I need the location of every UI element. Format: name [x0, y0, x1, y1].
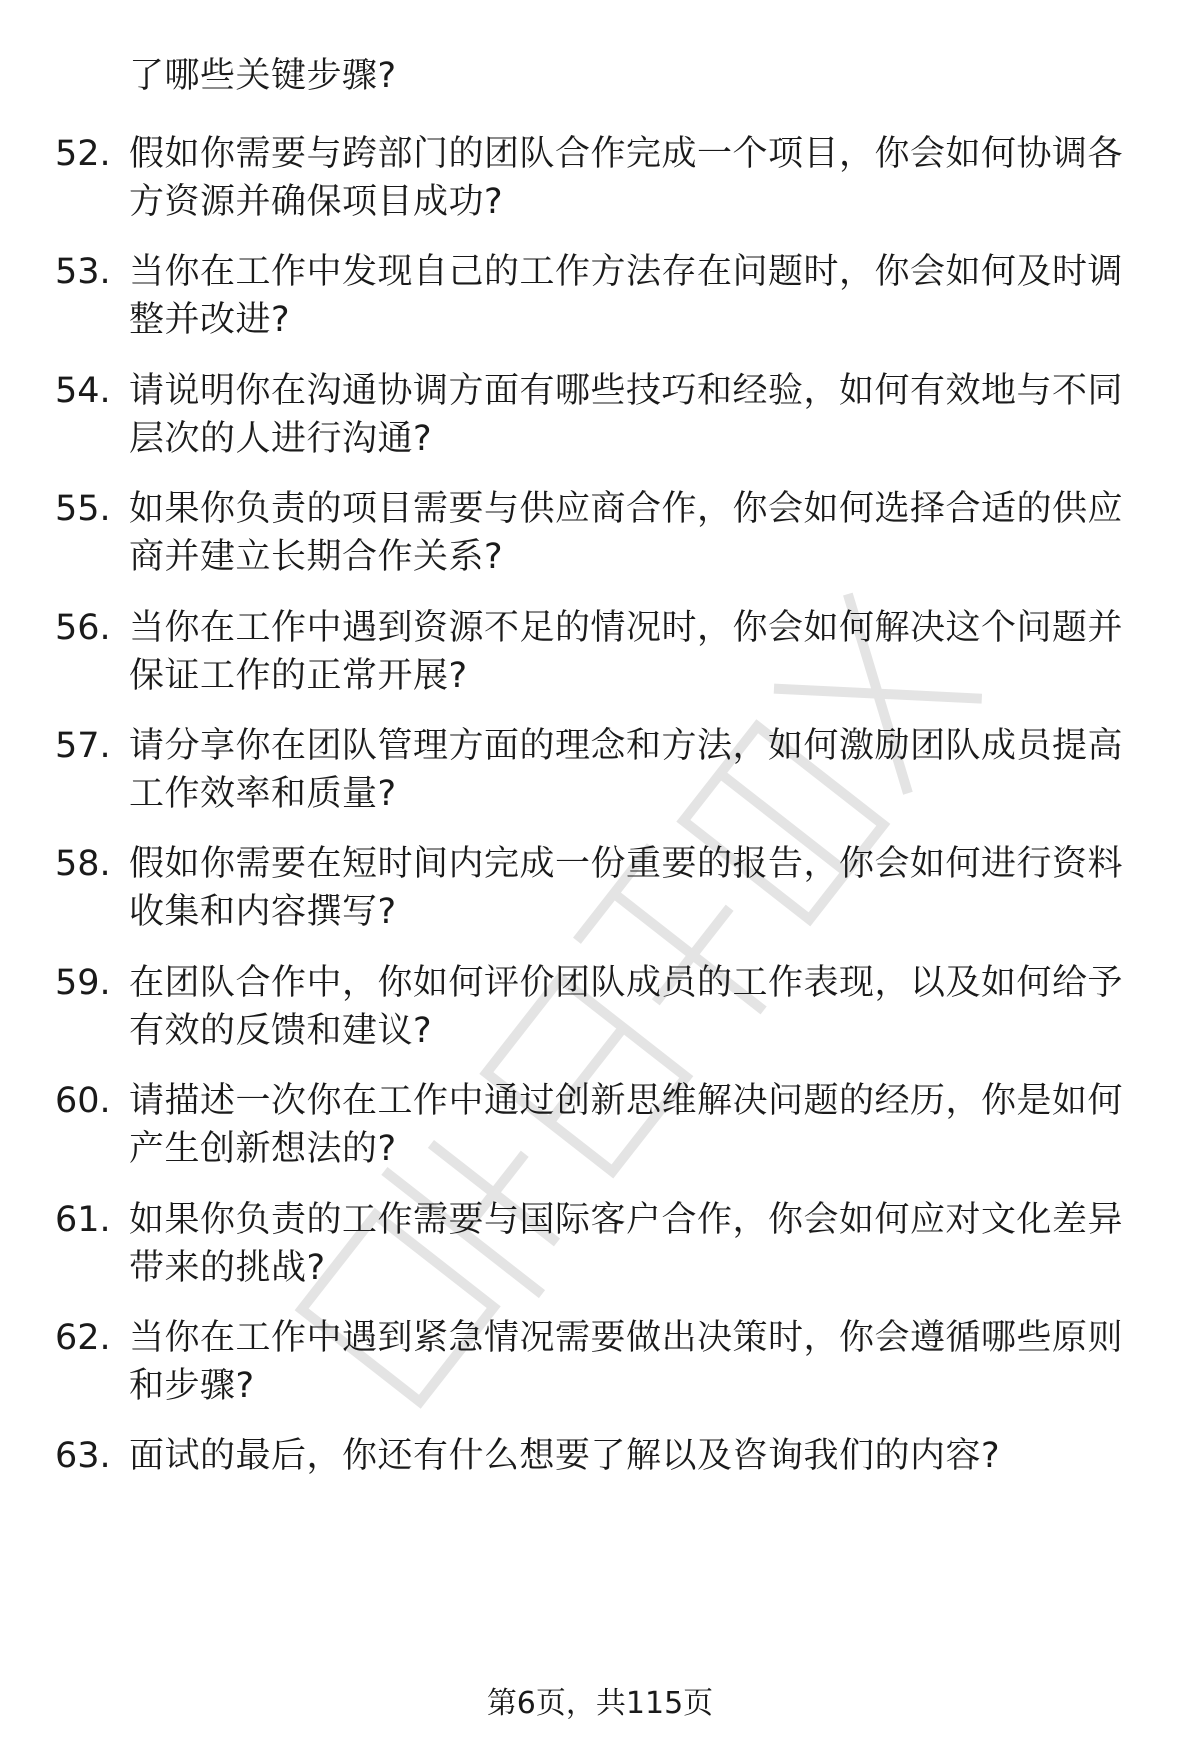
question-item — [0, 722, 1150, 818]
question-text-line1: 假如你需要在短时间内完成一份重要的报告，你会如何进行资料 — [129, 844, 1124, 885]
question-number: 52. — [55, 134, 111, 174]
question-text-line2: 层次的人进行沟通? — [129, 418, 433, 459]
question-text-line2: 方资源并确保项目成功? — [129, 182, 504, 222]
question-item — [0, 130, 1150, 226]
question-item — [0, 1432, 1150, 1528]
question-item — [0, 959, 1150, 1055]
question-text-line2: 整并改进? — [129, 300, 291, 341]
question-number: 61. — [55, 1199, 111, 1240]
question-number: 57. — [55, 726, 111, 766]
question-text-line1: 如果你负责的工作需要与国际客户合作，你会如何应对文化差异 — [129, 1199, 1124, 1240]
question-text-line1: 假如你需要与跨部门的团队合作完成一个项目，你会如何协调各 — [129, 134, 1124, 174]
question-text-line1: 请分享你在团队管理方面的理念和方法，如何激励团队成员提高 — [129, 726, 1124, 766]
question-item — [0, 367, 1150, 463]
question-number: 59. — [55, 962, 111, 1003]
question-text-line2: 保证工作的正常开展? — [129, 655, 468, 696]
question-number: 55. — [55, 489, 111, 530]
question-text-line2: 产生创新想法的? — [129, 1129, 397, 1170]
question-text-line1: 请说明你在沟通协调方面有哪些技巧和经验，如何有效地与不同 — [129, 370, 1124, 411]
question-item — [0, 840, 1150, 936]
continuation-text: 了哪些关键步骤? — [129, 56, 397, 96]
question-text-line2: 商并建立长期合作关系? — [129, 537, 504, 578]
question-item — [0, 604, 1150, 700]
question-number: 54. — [55, 370, 111, 411]
question-number: 62. — [55, 1318, 111, 1358]
question-number: 60. — [55, 1081, 111, 1122]
question-item — [0, 1314, 1150, 1410]
question-text-line1: 在团队合作中，你如何评价团队成员的工作表现，以及如何给予 — [129, 962, 1124, 1003]
question-text-line1: 当你在工作中遇到紧急情况需要做出决策时，你会遵循哪些原则 — [129, 1318, 1124, 1358]
page-footer: 第6页，共115页 — [486, 1686, 714, 1721]
question-text-line1: 如果你负责的项目需要与供应商合作，你会如何选择合适的供应 — [129, 489, 1124, 530]
question-text-line1: 面试的最后，你还有什么想要了解以及咨询我们的内容? — [129, 1436, 1001, 1477]
question-text-line2: 带来的挑战? — [129, 1247, 326, 1288]
question-text-line1: 当你在工作中遇到资源不足的情况时，你会如何解决这个问题并 — [129, 607, 1124, 648]
question-text-line1: 请描述一次你在工作中通过创新思维解决问题的经历，你是如何 — [129, 1081, 1124, 1122]
question-number: 58. — [55, 844, 111, 885]
question-number: 56. — [55, 607, 111, 648]
question-item — [0, 485, 1150, 581]
question-text-line2: 和步骤? — [129, 1366, 255, 1406]
question-item — [0, 1196, 1150, 1292]
question-item — [0, 248, 1150, 344]
question-text-line2: 有效的反馈和建议? — [129, 1010, 433, 1051]
question-number: 63. — [55, 1436, 111, 1477]
question-number: 53. — [55, 252, 111, 293]
question-text-line1: 当你在工作中发现自己的工作方法存在问题时，你会如何及时调 — [129, 252, 1124, 293]
question-item — [0, 1077, 1150, 1173]
question-text-line2: 收集和内容撰写? — [129, 892, 397, 933]
question-text-line2: 工作效率和质量? — [129, 774, 397, 814]
